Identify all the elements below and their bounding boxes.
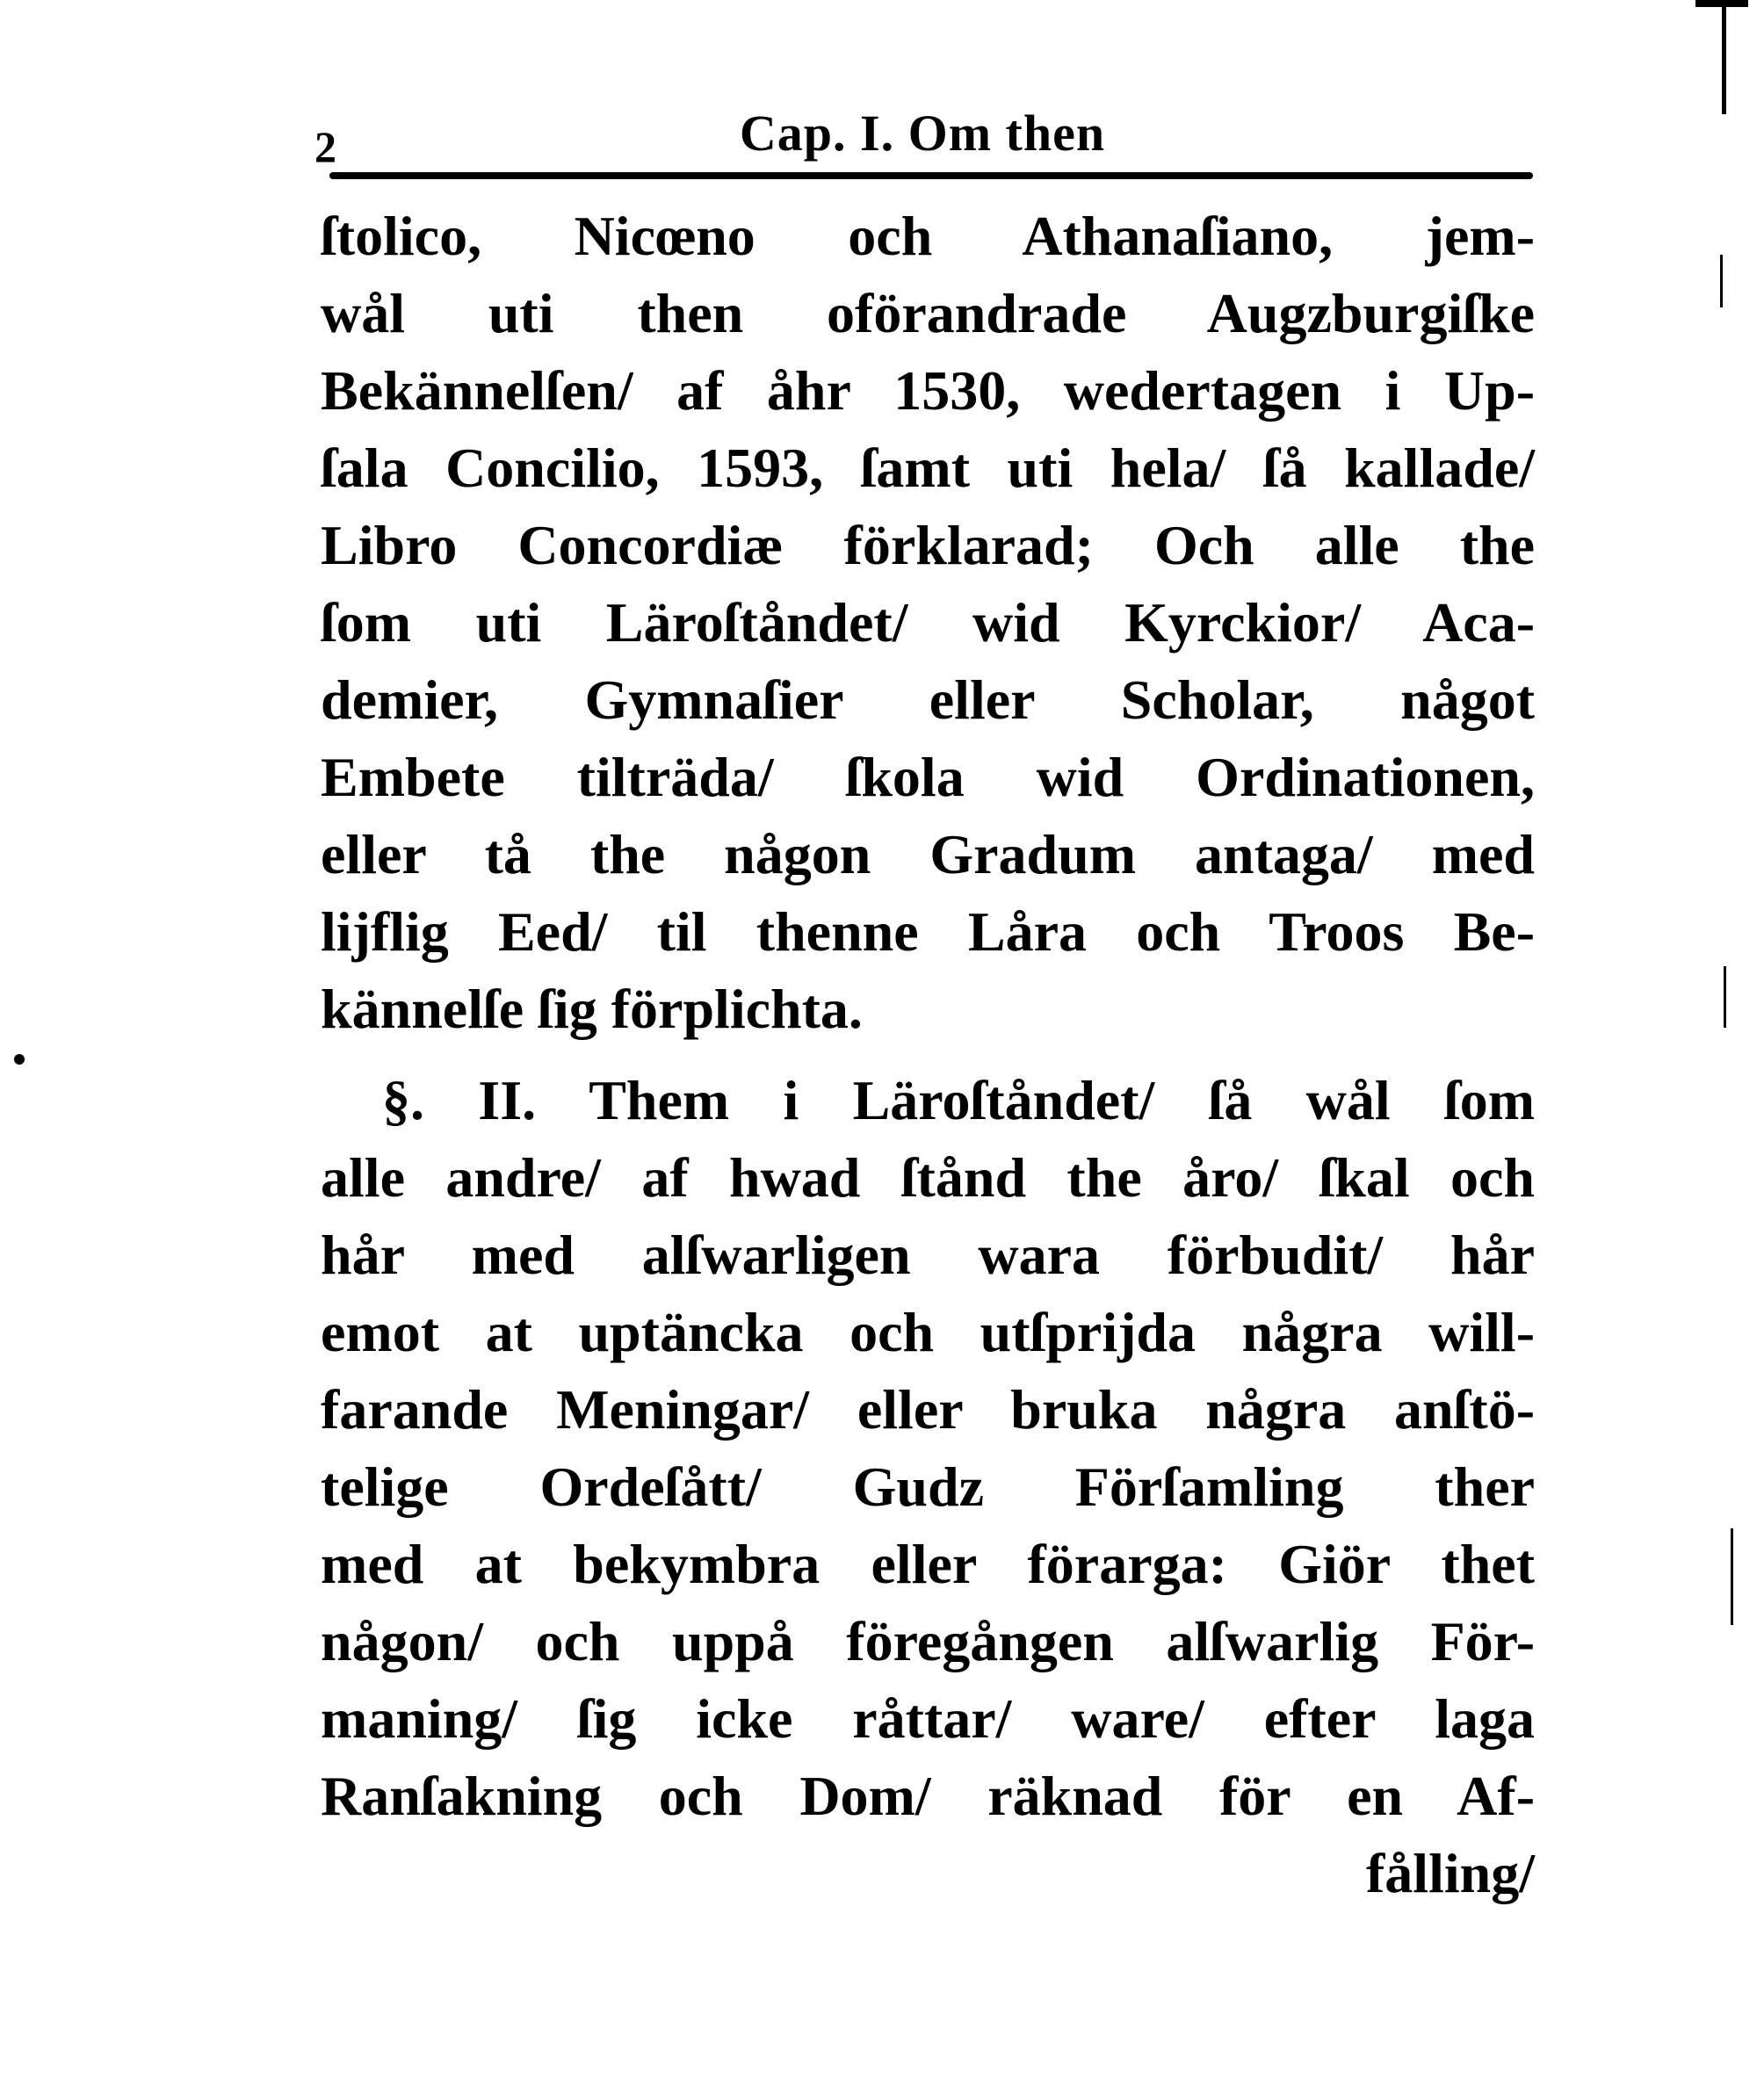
header-rule [329, 172, 1533, 179]
text-line: maning/ ſig icke råttar/ ware/ efter laga [321, 1687, 1535, 1750]
paragraph-1 [321, 198, 1535, 1048]
text-line: farande Meningar/ eller bruka några anſtö- [321, 1378, 1535, 1441]
text-line: lijflig Eed/ til thenne Låra och Troos Be- [321, 900, 1535, 963]
scan-edge-mark [1722, 0, 1726, 114]
text-line: hår med alſwarligen wara förbudit/ hår [321, 1224, 1535, 1286]
text-line: alle andre/ af hwad ſtånd the åro/ ſkal och [321, 1146, 1535, 1209]
paragraph-2 [321, 1062, 1535, 1912]
text-line: demier, Gymnaſier eller Scholar, något [321, 668, 1535, 731]
text-line: Libro Concordiæ förklarad; Och alle the [321, 514, 1535, 576]
text-line: Ranſakning och Dom/ räknad för en Af- [321, 1765, 1535, 1827]
section-heading-line: §. II. Them i Läroſtåndet/ ſå wål ſom [382, 1069, 1535, 1131]
text-line: någon/ och uppå föregången alſwarlig För- [321, 1610, 1535, 1672]
scan-edge-mark [1731, 1528, 1733, 1625]
text-line: med at bekymbra eller förarga: Giör thet [321, 1533, 1535, 1595]
scan-edge-mark [1724, 966, 1726, 1028]
text-line: ſala Concilio, 1593, ſamt uti hela/ ſå kallade/ [321, 437, 1535, 499]
text-line: ſtolico, Nicœno och Athanaſiano, jem- [321, 205, 1535, 267]
text-line: telige Ordeſått/ Gudz Förſamling ther [321, 1455, 1535, 1518]
text-line: kännelſe ſig förplichta. [321, 978, 863, 1040]
scan-edge-mark [1720, 255, 1723, 307]
text-line: emot at uptäncka och utſprijda några will- [321, 1301, 1535, 1363]
text-line: Embete tilträda/ ſkola wid Ordinationen, [321, 746, 1535, 808]
text-line: Bekännelſen/ af åhr 1530, wedertagen i Up- [321, 359, 1535, 422]
scan-dot [14, 1054, 25, 1065]
page-number: 2 [314, 122, 336, 171]
text-line: eller tå the någon Gradum antaga/ med [321, 823, 1535, 885]
text-line: wål uti then oförandrade Augzburgiſke [321, 282, 1535, 344]
catchword-line: fålling/ [1365, 1842, 1535, 1904]
text-line: ſom uti Läroſtåndet/ wid Kyrckior/ Aca- [321, 591, 1535, 654]
running-head: Cap. I. Om then [739, 105, 1106, 162]
